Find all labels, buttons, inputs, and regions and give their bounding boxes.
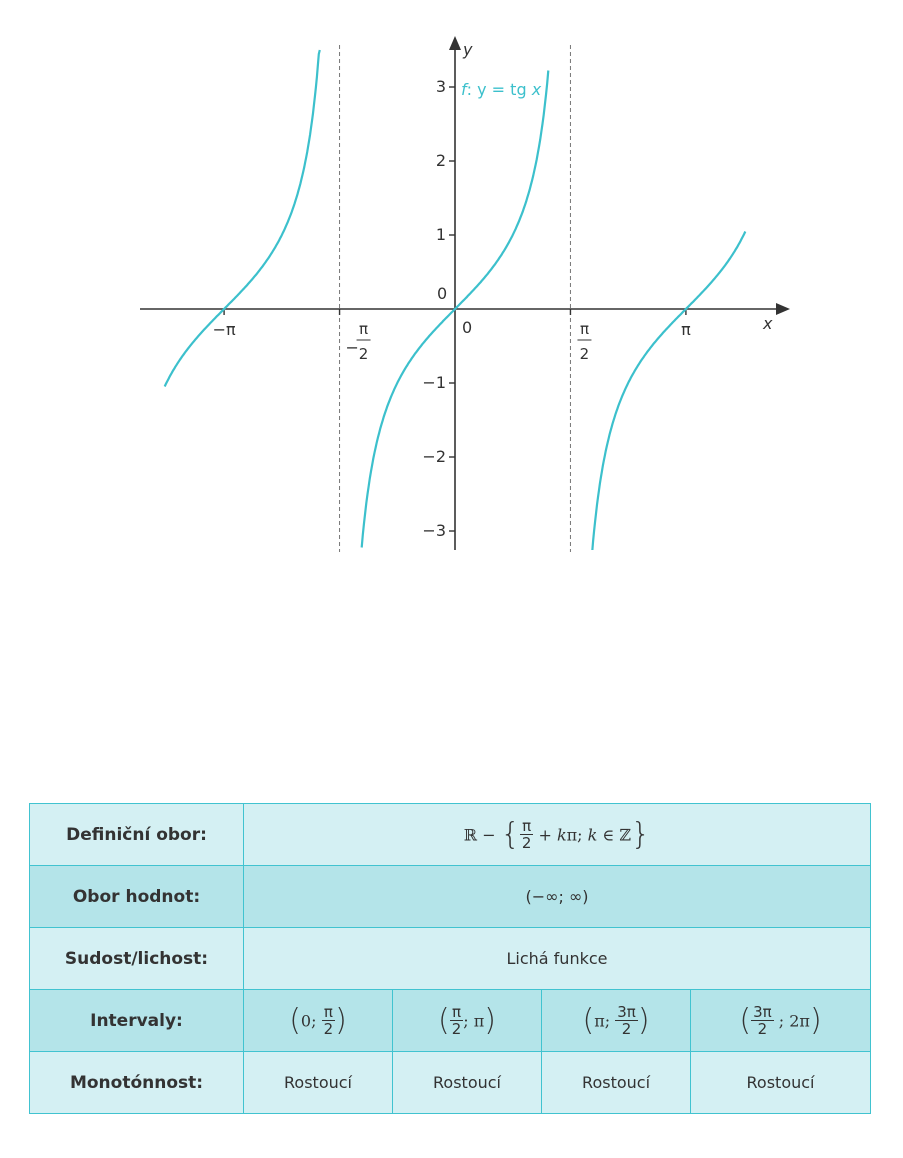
x-tick-label-num: π [359,320,369,338]
parity-value: Lichá funkce [244,928,871,990]
tangent-chart [0,0,903,560]
x-tick-label-den: 2 [579,345,590,363]
y-tick-label: −2 [422,447,446,466]
properties-table [29,803,871,1114]
interval-cell: ( $\frac{\pi}{2}$ ; π) [393,990,542,1052]
tangent-branch-2 [590,232,745,561]
range-value: (−∞; ∞) [244,866,871,928]
y-axis-label: y [463,40,473,59]
row-header: Sudost/lichost: [30,928,244,990]
x-tick-label: 0 [462,318,473,337]
row-header: Intervaly: [30,990,244,1052]
domain-value: ℝ − { $\frac{\pi}{2}$ + kπ; k ∈ ℤ} [244,804,871,866]
y-tick-label: −3 [422,521,446,540]
x-axis-arrow [776,303,790,315]
row-header: Obor hodnot: [30,866,244,928]
function-label: f: y = tg x [461,80,542,99]
monotony-cell: Rostoucí [691,1052,871,1114]
y-tick-label: −1 [422,373,446,392]
x-tick-label: π [681,320,691,339]
table-row-intervals [30,990,871,1052]
x-tick-label: −π [212,320,236,339]
interval-cell: (π; $\frac{3\pi}{2}$ ) [542,990,691,1052]
x-tick-label-sign: − [345,338,359,357]
y-tick-label: 0 [437,284,448,303]
y-tick-label: 1 [435,225,446,244]
table-row-range [30,866,871,928]
x-tick-label-den: 2 [358,345,369,363]
table-row-domain [30,804,871,866]
monotony-cell: Rostoucí [244,1052,393,1114]
monotony-cell: Rostoucí [542,1052,691,1114]
row-header: Definiční obor: [30,804,244,866]
monotony-cell: Rostoucí [393,1052,542,1114]
y-axis-arrow [449,36,461,50]
table-row-parity [30,928,871,990]
interval-cell: (0; $\frac{\pi}{2}$ ) [244,990,393,1052]
row-header: Monotónnost: [30,1052,244,1114]
x-axis-label: x [763,314,773,333]
x-tick-label-num: π [579,320,589,338]
y-tick-label: 3 [435,77,446,96]
table-row-monotony [30,1052,871,1114]
y-tick-label: 2 [435,151,446,170]
tangent-branch-0 [165,50,320,387]
interval-cell: ( $\frac{3\pi}{2}$ ; 2π) [691,990,871,1052]
